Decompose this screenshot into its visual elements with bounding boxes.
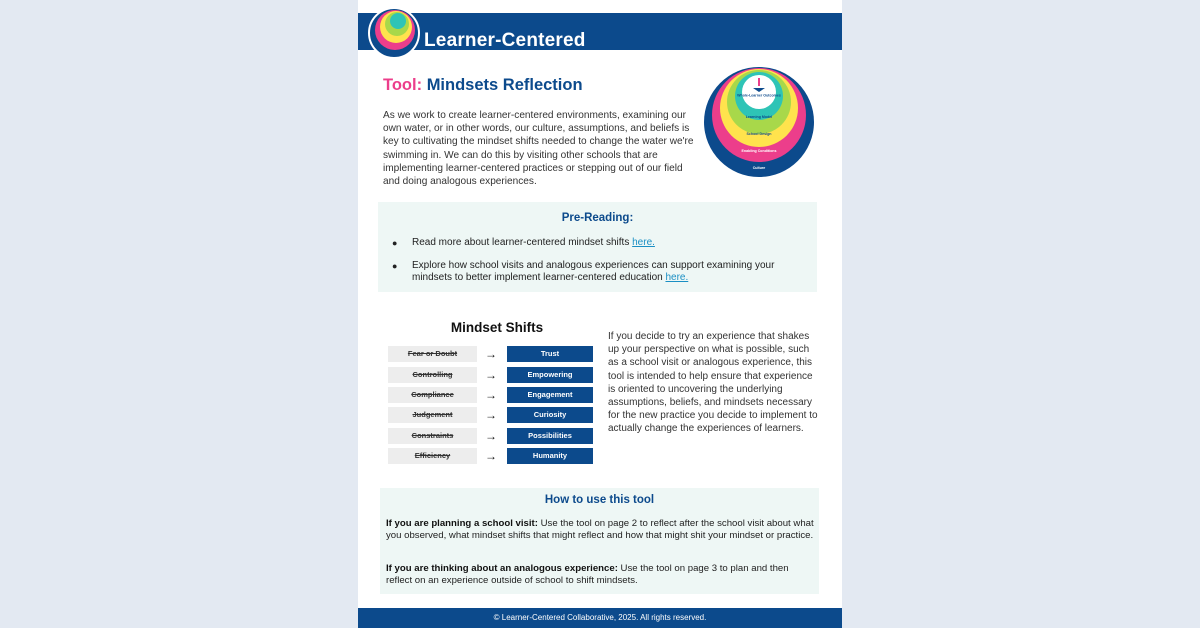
shift-from: Constraints xyxy=(388,428,477,444)
shift-to: Humanity xyxy=(507,448,593,464)
bullet-icon: ● xyxy=(392,238,398,248)
how-to-school-visit-text: Use the tool on page 2 to reflect after the school visit about what you observed, what mindset shifts that might reflect and how that might shit your mindset or practice. xyxy=(386,518,814,541)
shift-row xyxy=(388,407,594,424)
shift-to: Trust xyxy=(507,346,593,362)
shift-from: Judgement xyxy=(388,407,477,423)
pre-reading-link[interactable]: here. xyxy=(632,237,655,248)
page-title xyxy=(383,76,583,95)
shift-row xyxy=(388,367,594,384)
shift-from: Controlling xyxy=(388,367,477,383)
arrow-right-icon: → xyxy=(485,388,497,402)
bullet-icon: ● xyxy=(392,261,398,271)
culture-rings-diagram xyxy=(703,66,815,178)
arrow-right-icon: → xyxy=(485,368,497,382)
footer: © Learner-Centered Collaborative, 2025. All rights reserved. xyxy=(358,608,842,628)
ring-label-enabling-conditions: Enabling Conditions xyxy=(741,149,777,153)
tool-description: If you decide to try an experience that shakes up your perspective on what is possible, such as a school visit or analogous experience, this tool is intended to help ensure that experience is oriented to uncovering the underlying assumptions, beliefs, and mindsets necessary for the new practice you decide to implement to actually change the experiences of learners. xyxy=(608,331,818,435)
shift-row xyxy=(388,346,594,363)
pre-reading-item-text: Explore how school visits and analogous experiences can support examining your mindsets to better implement learner-centered education xyxy=(412,260,775,283)
header-banner xyxy=(358,13,842,58)
pre-reading-item-text: Read more about learner-centered mindset shifts xyxy=(412,237,633,248)
title-prefix: Tool: xyxy=(383,76,423,94)
how-to-analogous-text: Use the tool on page 3 to plan and then reflect on an experience outside of school to shift mindsets. xyxy=(386,563,789,586)
shift-row xyxy=(388,448,594,465)
brand-name: Learner-Centered xyxy=(424,30,586,51)
arrow-right-icon: → xyxy=(485,429,497,443)
ring-label-culture: Culture xyxy=(752,166,766,170)
pre-reading-item xyxy=(412,260,812,284)
arrow-right-icon: → xyxy=(485,408,497,422)
brand-subtitle: COLLABORATIVE xyxy=(425,51,564,58)
how-to-heading: How to use this tool xyxy=(544,494,655,506)
pre-reading-heading: Pre-Reading: xyxy=(561,212,634,224)
how-to-box xyxy=(380,488,819,594)
shift-row xyxy=(388,387,594,404)
mindset-shifts-title: Mindset Shifts xyxy=(450,320,544,335)
shift-to: Possibilities xyxy=(507,428,593,444)
shift-row xyxy=(388,428,594,445)
shift-to: Empowering xyxy=(507,367,593,383)
intro-paragraph: As we work to create learner-centered environments, examining our own water, or in other words, our culture, assumptions, and beliefs is key to cultivating the mindset shifts needed to change the water we're swimming in. We can do this by visiting other schools that are implementing learner-centered practices or stepping out of our field and doing analogous experiences. xyxy=(383,110,694,188)
ring-label-school-design: School Design xyxy=(746,132,772,136)
how-to-school-visit xyxy=(386,518,814,542)
shift-to: Engagement xyxy=(507,387,593,403)
shift-to: Curiosity xyxy=(507,407,593,423)
pre-reading-box xyxy=(378,202,817,292)
title-main: Mindsets Reflection xyxy=(426,76,583,94)
arrow-right-icon: → xyxy=(485,347,497,361)
arrow-right-icon: → xyxy=(485,449,497,463)
shift-from: Compliance xyxy=(388,387,477,403)
document-page xyxy=(358,0,842,628)
logo-icon xyxy=(368,7,420,59)
how-to-analogous xyxy=(386,563,814,587)
pre-reading-item xyxy=(412,237,812,249)
ring-label-outcomes: Whole-Learner Outcomes xyxy=(737,93,781,98)
shift-from: Fear or Doubt xyxy=(388,346,477,362)
how-to-school-visit-label: If you are planning a school visit: xyxy=(386,518,538,529)
pre-reading-link[interactable]: here. xyxy=(665,272,689,283)
how-to-analogous-label: If you are thinking about an analogous experience: xyxy=(386,563,618,574)
ring-label-learning-model: Learning Model xyxy=(745,115,773,119)
shift-from: Efficiency xyxy=(388,448,477,464)
